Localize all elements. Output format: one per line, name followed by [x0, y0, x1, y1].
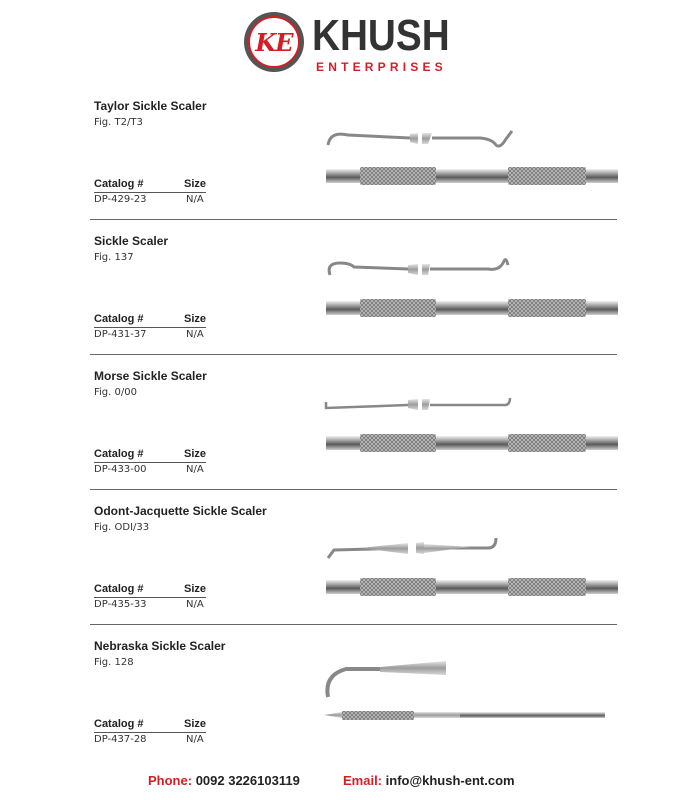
section-divider — [90, 489, 617, 490]
section-divider — [90, 219, 617, 220]
size-value: N/A — [186, 734, 204, 745]
product-name: Taylor Sickle Scaler — [94, 99, 207, 113]
product-name: Nebraska Sickle Scaler — [94, 639, 226, 653]
size-value: N/A — [186, 194, 204, 205]
catalog-header: Catalog # — [94, 583, 144, 595]
instrument-illustration — [320, 655, 620, 735]
size-header: Size — [184, 448, 207, 460]
instrument-illustration — [320, 530, 620, 600]
email-block — [343, 773, 515, 788]
product-figure: Fig. 137 — [94, 252, 134, 263]
product-figure: Fig. 0/00 — [94, 387, 137, 398]
catalog-number: DP-431-37 — [94, 329, 147, 340]
size-value: N/A — [186, 464, 204, 475]
catalog-number: DP-437-28 — [94, 734, 147, 745]
instrument-illustration — [320, 125, 620, 195]
product-name: Odont-Jacquette Sickle Scaler — [94, 504, 267, 518]
email-address[interactable]: info@khush-ent.com — [385, 773, 515, 788]
product-figure: Fig. ODI/33 — [94, 522, 150, 533]
product-name: Sickle Scaler — [94, 234, 169, 248]
catalog-number: DP-429-23 — [94, 194, 147, 205]
logo-badge — [244, 12, 304, 72]
catalog-header: Catalog # — [94, 313, 144, 325]
instrument-illustration — [320, 255, 620, 325]
logo-badge-ring — [248, 16, 300, 68]
catalog-header: Catalog # — [94, 448, 144, 460]
size-value: N/A — [186, 329, 204, 340]
phone-number[interactable]: 0092 3226103119 — [195, 773, 300, 788]
header-underline — [94, 732, 206, 733]
product-figure: Fig. T2/T3 — [94, 117, 143, 128]
catalog-header: Catalog # — [94, 178, 144, 190]
size-value: N/A — [186, 599, 204, 610]
section-divider — [90, 354, 617, 355]
email-label: Email: — [343, 773, 383, 788]
logo-monogram: KE — [255, 27, 293, 57]
size-header: Size — [184, 178, 207, 190]
catalog-header: Catalog # — [94, 718, 144, 730]
brand-logo — [240, 10, 460, 82]
header-underline — [94, 462, 206, 463]
catalog-number: DP-433-00 — [94, 464, 147, 475]
brand-name: KHUSH — [312, 11, 450, 60]
section-divider — [90, 624, 617, 625]
size-header: Size — [184, 313, 207, 325]
product-figure: Fig. 128 — [94, 657, 134, 668]
brand-subtitle: ENTERPRISES — [316, 60, 447, 74]
instrument-illustration — [320, 390, 620, 460]
product-name: Morse Sickle Scaler — [94, 369, 207, 383]
size-header: Size — [184, 718, 207, 730]
catalog-number: DP-435-33 — [94, 599, 147, 610]
header-underline — [94, 597, 206, 598]
phone-block — [148, 773, 300, 788]
phone-label: Phone: — [148, 773, 193, 788]
size-header: Size — [184, 583, 207, 595]
header-underline — [94, 192, 206, 193]
header-underline — [94, 327, 206, 328]
